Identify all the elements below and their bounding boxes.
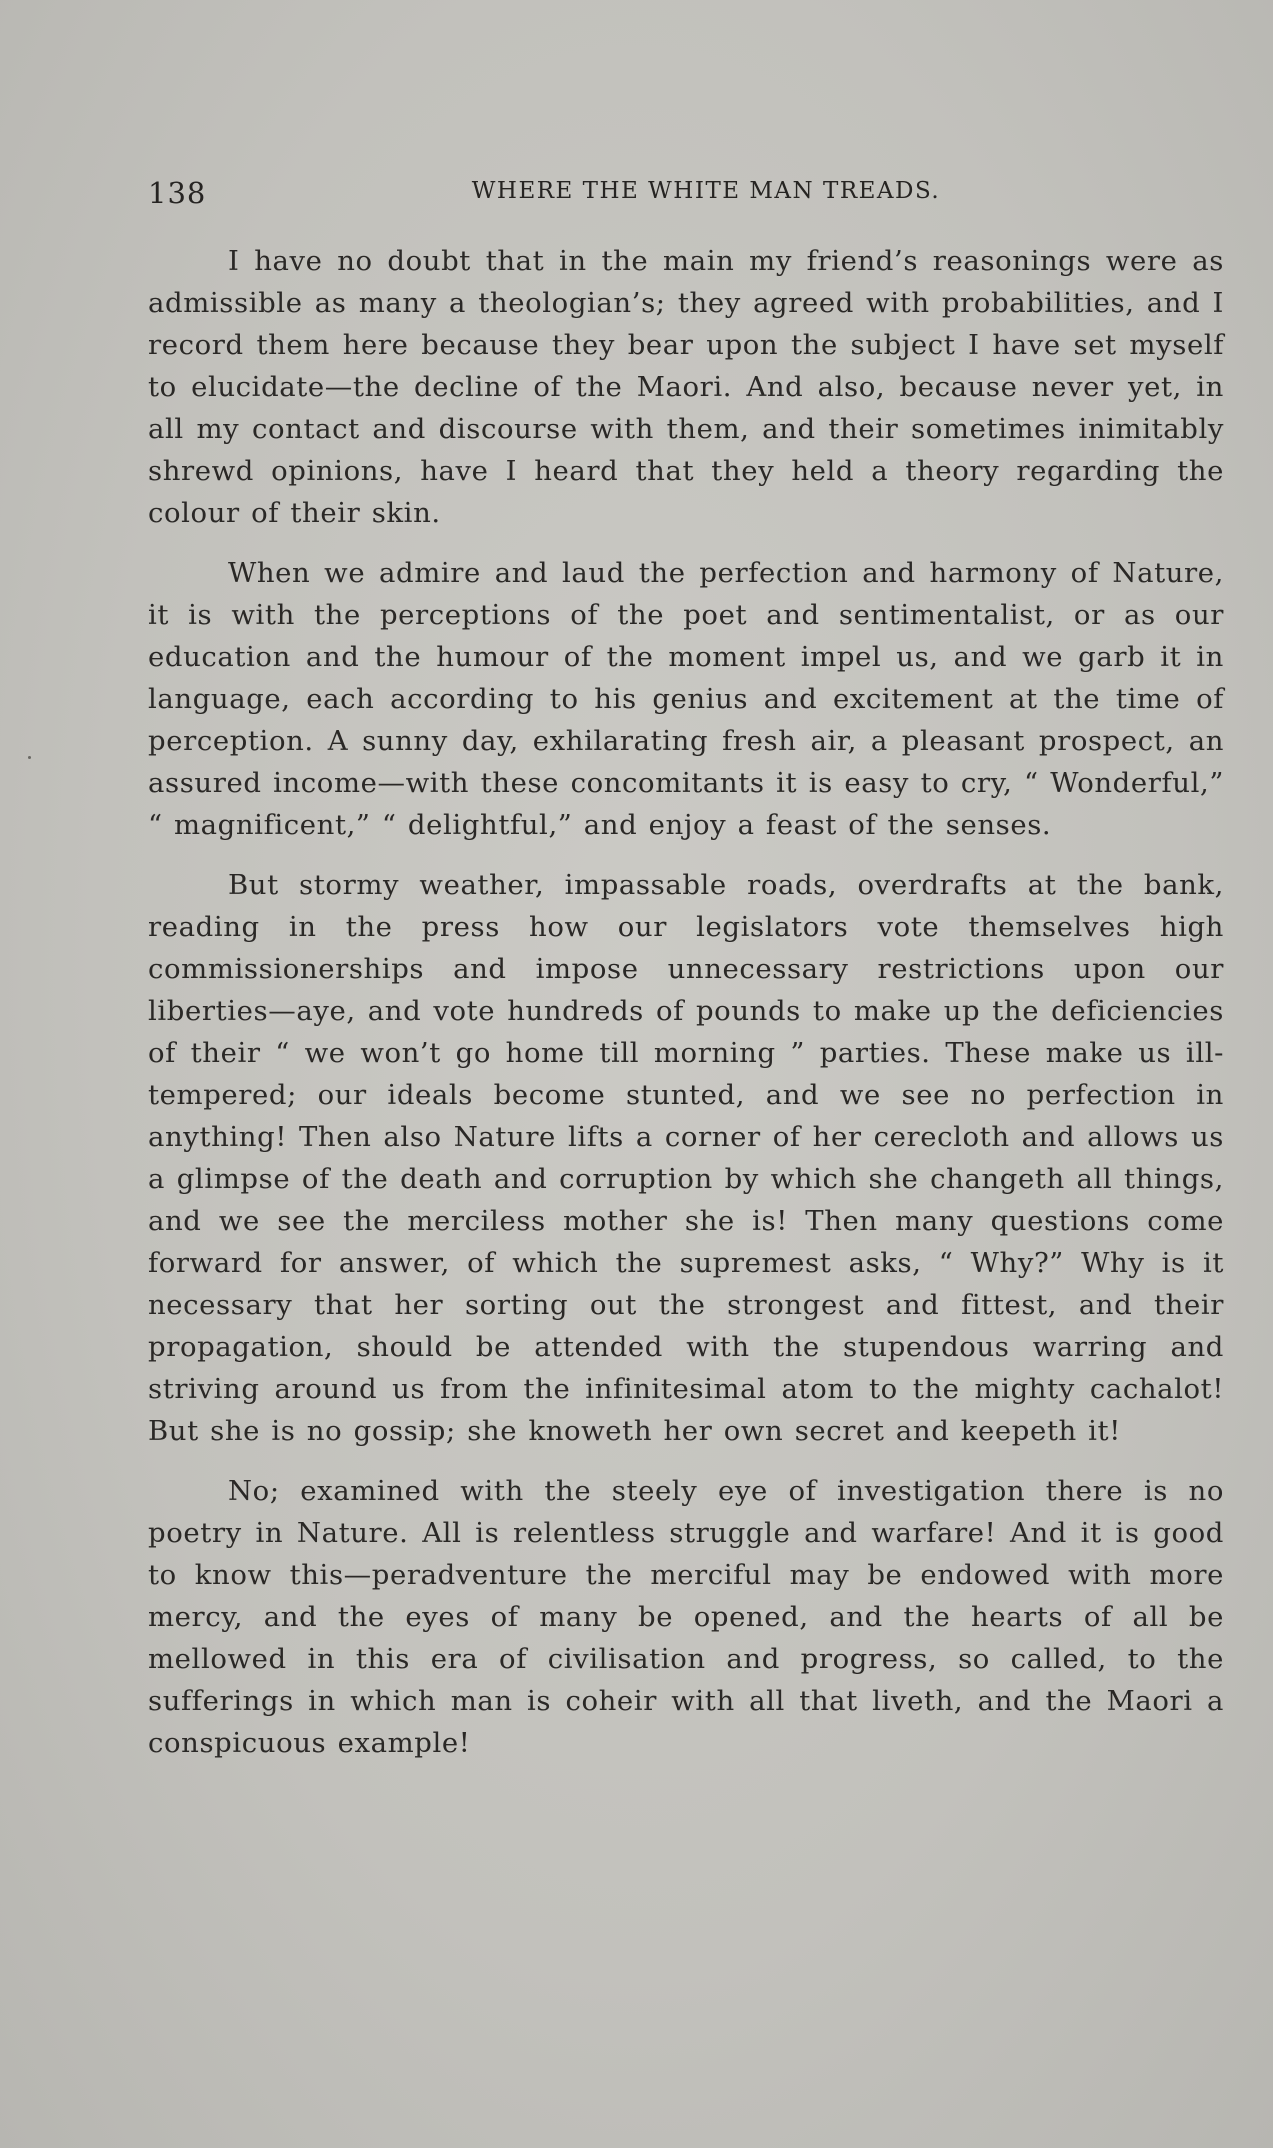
paragraph: No; examined with the steely eye of investigation there is no poetry in Nature. All is relentless struggle and warfare! And it is good to know this—peradventure the merciful may be endowed with more mercy, and the eyes of many be opened, and the hearts of all be mellowed in this era of civilisation and progress, so called, to the sufferings in which man is coheir with all that liveth, and the Maori a conspicuous example! <box>148 1475 1224 1759</box>
running-head: WHERE THE WHITE MAN TREADS. <box>471 178 941 204</box>
page-number: 138 <box>148 176 207 210</box>
paragraph: But stormy weather, impassable roads, overdrafts at the bank, reading in the press how our legislators vote themselves high commissionerships and impose unnecessary restrictions upon our liberties—aye, and vote hundreds of pounds to make up the deficiencies of their “ we won’t go home till morning ” parties. These make us ill-tempered; our ideals become stunted, and we see no perfection in anything! Then also Nature lifts a corner of her cerecloth and allows us a glimpse of the death and corruption by which she changeth all things, and we see the merciless mother she is! Then many questions come forward for answer, of which the supremest asks, “ Why?” Why is it necessary that her sorting out the strongest and fittest, and their propagation, should be attended with the stupendous warring and striving around us from the infinitesimal atom to the mighty cachalot! But she is no gossip; she knoweth her own secret and keepeth it! <box>148 869 1224 1447</box>
paragraph: I have no doubt that in the main my friend’s reasonings were as admissible as many a theologian’s; they agreed with probabilities, and I record them here because they bear upon the subject I have set myself to elucidate—the decline of the Maori. And also, because never yet, in all my contact and discourse with them, and their sometimes inimitably shrewd opinions, have I heard that they held a theory regarding the colour of their skin. <box>148 245 1224 529</box>
margin-speck <box>28 756 31 759</box>
paragraph: When we admire and laud the perfection and harmony of Nature, it is with the perceptions of the poet and sentimentalist, or as our education and the humour of the moment impel us, and we garb it in language, each according to his genius and excitement at the time of perception. A sunny day, exhilarating fresh air, a pleasant prospect, an assured income—with these concomitants it is easy to cry, “ Wonderful,” “ magnificent,” “ delightful,” and enjoy a feast of the senses. <box>148 557 1224 841</box>
body-text <box>148 240 1224 1782</box>
page-header <box>148 172 1224 212</box>
